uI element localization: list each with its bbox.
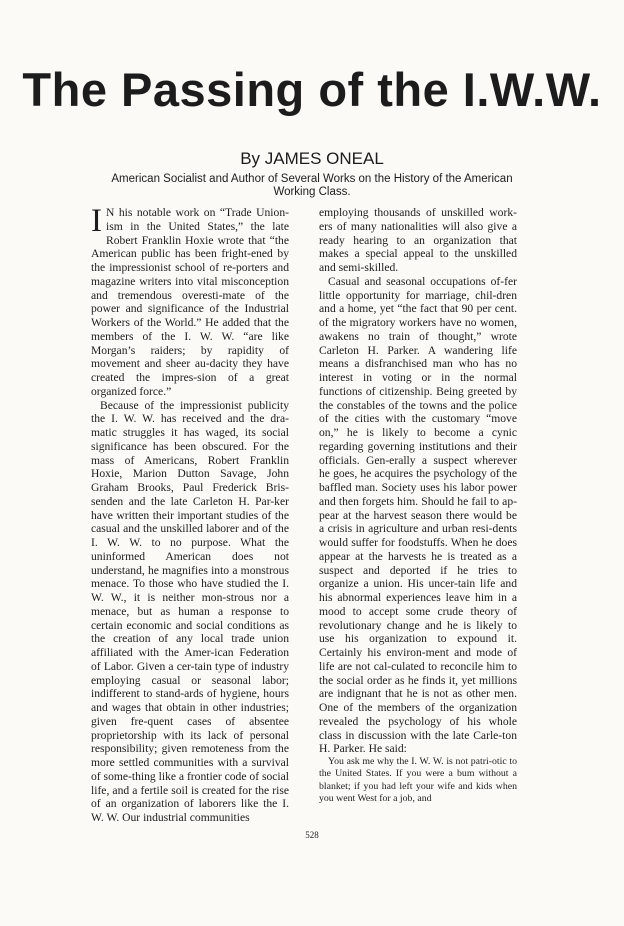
block-quote-text: You ask me why the I. W. W. is not patri-otic to the United States. If you were a bum without a blanket; if you had left your wife and kids when you went West for a job, and — [319, 756, 517, 805]
left-paragraph-2: Because of the impressionist publicity the I. W. W. has received and the dra-matic struggles it has waged, its social significance has been obscured. For the mass of Americans, Robert Franklin Hoxie, Marion Dutton Savage, John Graham Brooks, Paul Frederick Bris-senden and the late Carleton H. Par-ker have written their important studies of the casual and the unskilled laborer and of the I. W. W. to no purpose. What the uninformed American does not understand, he magnifies into a monstrous menace. To those who have studied the I. W. W., it is neither mon-strous nor a menace, but as human a response to certain economic and social conditions as the creation of any local trade union affiliated with the Amer-ican Federation of Labor. Given a cer-tain type of industry employing casual or seasonal labor; indifferent to stand-ards of hygiene, hours and wages that obtain in other industries; given fre-quent cases of absentee proprietorship with its lack of personal responsibility; given remoteness from the more settled communities with a survival of some-thing like a frontier code of social life, and a fertile soil is created for the rise of an organization of laborers like the I. W. W. Our industrial communities — [91, 398, 289, 824]
author-description: American Socialist and Author of Several Works on the History of the American Working Class. — [111, 173, 513, 198]
page-number: 528 — [305, 830, 319, 840]
block-quote — [319, 756, 517, 806]
article-title: The Passing of the I.W.W. — [22, 63, 602, 116]
right-paragraph-2: Casual and seasonal occupations of-fer little opportunity for marriage, chil-dren and a home, yet “the fact that 90 per cent. of the migratory workers have no women, awakens no train of thought,” wrote Carleton H. Parker. A wandering life means a disfranchised man who has no interest in voting or in the normal functions of citizenship. Being greeted by the constables of the towns and the police of the cities with the customary “move on,” he is likely to become a cynic regarding governing institutions and their officials. Gen-erally a suspect wherever he goes, he acquires the psychology of the baffled man. Society uses his labor power and then forgets him. Should he fail to ap-pear at the harvest season there would be a crisis in agriculture and urban resi-dents would suffer for foodstuffs. When he does appear at the harvests he is treated as a suspect and deported if he tries to organize a union. His uncer-tain life and his abnormal experiences leave him in a mood to accept some crude theory of revolutionary change and he is likely to use his organization to expound it. Certainly his environ-ment and mode of life are not cal-culated to reconcile him to the social order as he finds it, yet millions are indignant that he is not as other men. One of the members of the organization revealed the psychology of his whole class in discussion with the late Carle-ton H. Parker. He said: — [319, 274, 517, 756]
article-byline: By JAMES ONEAL — [240, 149, 384, 168]
left-column — [91, 203, 289, 825]
left-paragraph-1-text: N his notable work on “Trade Union-ism in the United States,” the late Robert Franklin Hoxie wrote that “the American public has been fright-ened by the impressionist school of re-porters and magazine writers into vital misconception and tremendous overesti-mate of the power and significance of the Industrial Workers of the World.” He added that the members of the I. W. W. “are like Morgan’s raiders; by rapidity of movement and sheer au-dacity they have created the impres-sion of a great organized force.” — [91, 206, 289, 398]
right-paragraph-1: employing thousands of unskilled work-ers of many nationalities will also give a ready hearing to an organization that makes a special appeal to the unskilled and semi-skilled. — [319, 206, 517, 274]
left-paragraph-1 — [91, 203, 289, 399]
right-column — [319, 206, 517, 806]
drop-cap: I — [91, 203, 102, 239]
